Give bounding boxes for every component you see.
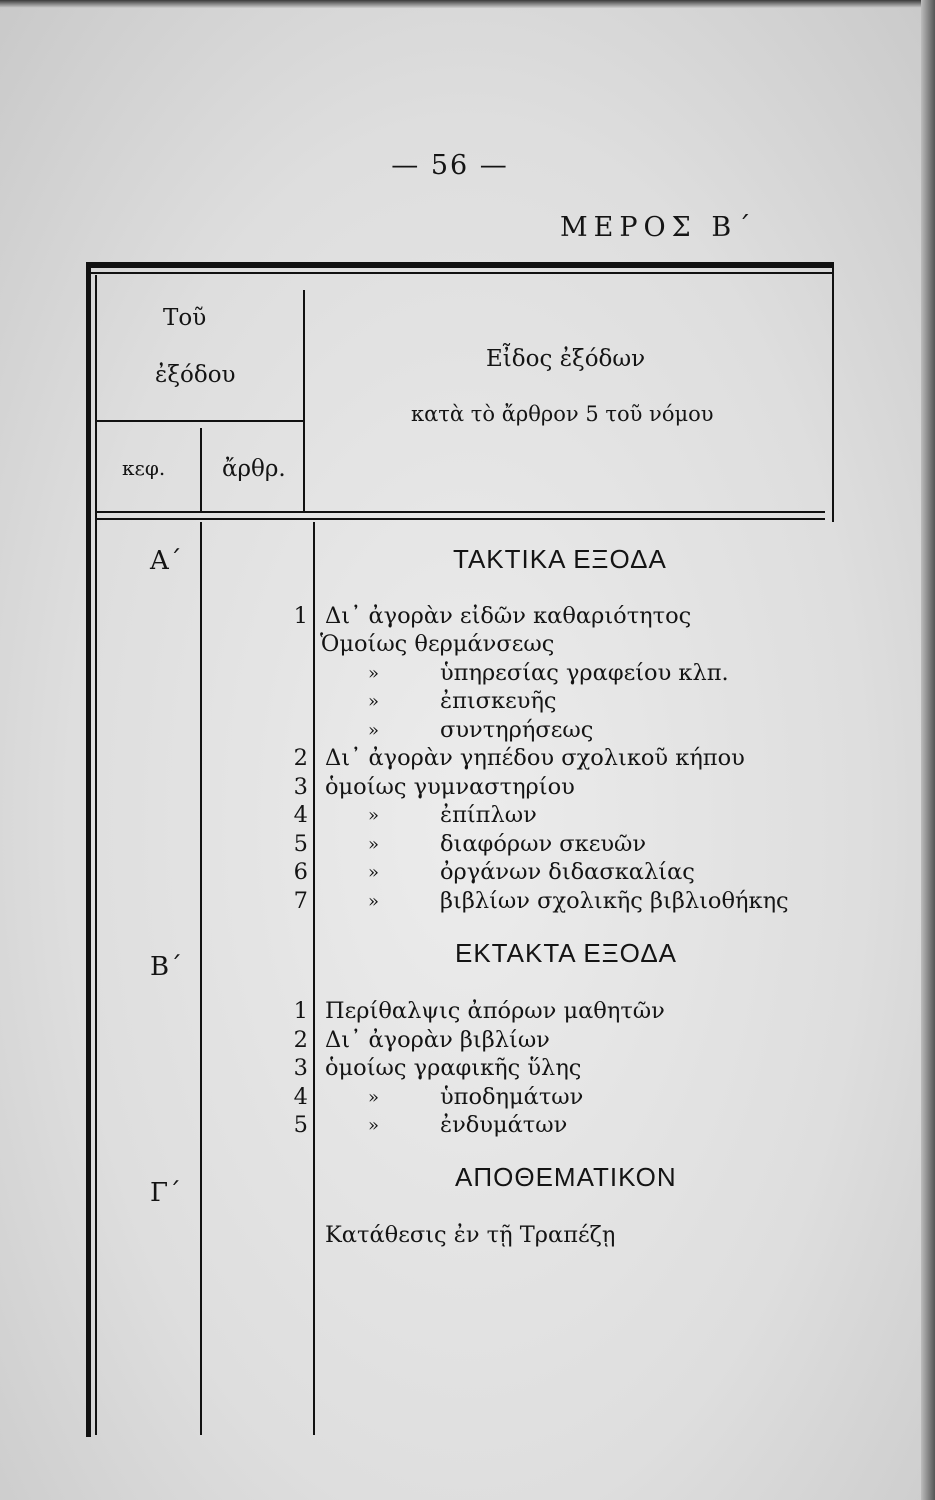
header-exodou: ἐξόδου [155,362,236,388]
header-kata: κατὰ τὸ ἄρθρον 5 τοῦ νόμου [411,402,714,426]
chapter-a: Α΄ [150,546,182,576]
caption-ektakta: ΕΚΤΑΚΤΑ ΕΞΟΔΑ [455,938,678,968]
expense-text: συντηρήσεως [440,717,594,743]
article-number: 7 [293,888,308,914]
header-kef: κεφ. [122,456,166,480]
article-number: 3 [293,774,308,800]
ditto-mark: » [368,663,380,684]
header-tou: Τοῦ [163,305,207,331]
ditto-mark: » [368,862,380,883]
header-arthr: ἄρθρ. [222,456,286,482]
table-right-border [832,262,834,522]
header-eidos: Εἶδος ἐξόδων [486,346,646,372]
expense-text: βιβλίων σχολικῆς βιβλιοθήκης [440,888,789,914]
expense-text: ὁμοίως γραφικῆς ὕλης [325,1055,582,1081]
article-number: 1 [293,998,308,1024]
header-col-divider [303,290,305,512]
header-kef-divider [200,428,202,512]
ditto-mark: » [368,1115,380,1136]
ditto-mark: » [368,691,380,712]
ditto-mark: » [368,1087,380,1108]
expense-text: Κατάθεσις ἐν τῇ Τραπέζῃ [325,1222,616,1248]
chapter-c: Γ΄ [150,1178,182,1208]
article-number: 5 [293,831,308,857]
caption-apothematikon: ΑΠΟΘΕΜΑΤΙΚΟΝ [455,1162,677,1192]
expense-text: διαφόρων σκευῶν [440,831,647,857]
expense-text: Περίθαλψις ἀπόρων μαθητῶν [325,998,665,1024]
ditto-mark: » [368,720,380,741]
expense-text: ὑποδημάτων [440,1084,584,1110]
expense-text: ἐνδυμάτων [440,1112,568,1138]
table-top-rule-thin [88,272,834,274]
expense-text: Ὁμοίως θερμάνσεως [320,631,555,657]
expense-text: ὀργάνων διδασκαλίας [440,859,695,885]
header-bottom-rule-2 [97,518,825,520]
article-number: 5 [293,1112,308,1138]
expense-text: Δι᾿ ἀγορὰν εἰδῶν καθαριότητος [325,603,692,629]
article-number: 2 [293,745,308,771]
article-number: 3 [293,1055,308,1081]
page-number: — 56 — [391,150,509,181]
article-number: 6 [293,859,308,885]
article-number: 1 [293,603,308,629]
expense-text: Δι᾿ ἀγορὰν γηπέδου σχολικοῦ κήπου [325,745,745,771]
caption-taktika: ΤΑΚΤΙΚΑ ΕΞΟΔΑ [453,544,667,574]
table-top-rule-thick [88,262,834,268]
section-title: ΜΕΡΟΣ Β΄ [560,212,757,243]
table-left-border [86,262,91,1437]
expense-text: ὑπηρεσίας γραφείου κλπ. [440,660,729,686]
ditto-mark: » [368,834,380,855]
article-number: 4 [293,802,308,828]
ditto-mark: » [368,805,380,826]
header-split-rule [97,420,303,422]
article-number: 4 [293,1084,308,1110]
page-top-edge [0,0,935,8]
ditto-mark: » [368,891,380,912]
expense-text: Δι᾿ ἀγορὰν βιβλίων [325,1027,550,1053]
header-bottom-rule-1 [97,511,825,513]
expense-text: ἐπίπλων [440,802,537,828]
table-left-border-inner [95,275,97,1435]
article-number: 2 [293,1027,308,1053]
body-col-divider-arthr [313,522,315,1435]
chapter-b: Β΄ [150,952,183,982]
expense-text: ὁμοίως γυμναστηρίου [325,774,575,800]
body-col-divider-kef [200,522,202,1435]
expense-text: ἐπισκευῆς [440,688,557,714]
page-right-edge [921,0,935,1500]
